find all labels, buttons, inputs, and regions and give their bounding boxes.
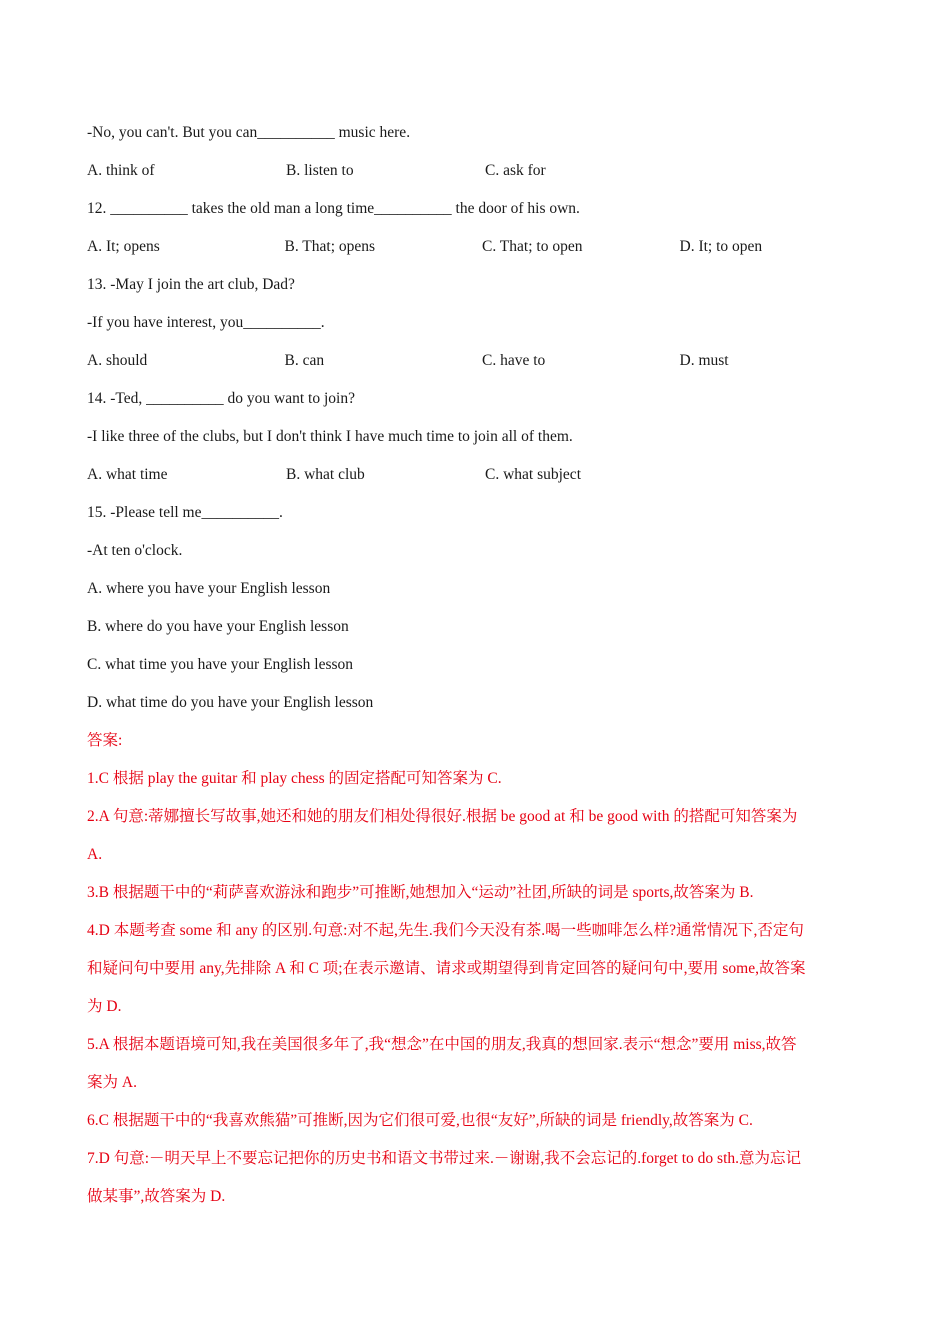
question-line: 12. __________ takes the old man a long time__________ the door of his own.: [87, 200, 580, 217]
answer-line: 案为 A.: [87, 1074, 137, 1091]
options-row: [87, 228, 877, 266]
answer-line: 做某事”,故答案为 D.: [87, 1188, 226, 1205]
answer-line: 为 D.: [87, 998, 122, 1015]
option-d: D. what time do you have your English lesson: [87, 694, 374, 711]
option-c: C. what time you have your English lesson: [87, 656, 354, 673]
option-b: B. where do you have your English lesson: [87, 618, 349, 635]
option-d: D. must: [679, 352, 729, 369]
options-row: [87, 456, 877, 494]
answers-heading: 答案:: [87, 732, 123, 749]
document-content: [87, 114, 877, 1216]
option-b: B. what club: [286, 466, 365, 483]
option-c: C. what subject: [485, 466, 581, 483]
option-c: C. That; to open: [482, 238, 583, 255]
answer-line: 7.D 句意:－明天早上不要忘记把你的历史书和语文书带过来.－谢谢,我不会忘记的.forget to do sth.意为忘记: [87, 1150, 802, 1167]
question-line: 15. -Please tell me__________.: [87, 504, 283, 521]
option-a: A. should: [87, 352, 148, 369]
option-a: A. think of: [87, 162, 155, 179]
options-row: [87, 342, 877, 380]
question-line: 14. -Ted, __________ do you want to join?: [87, 390, 355, 407]
answer-line: 3.B 根据题干中的“莉萨喜欢游泳和跑步”可推断,她想加入“运动”社团,所缺的词是 sports,故答案为 B.: [87, 884, 754, 901]
option-d: D. It; to open: [679, 238, 763, 255]
option-b: B. can: [284, 352, 325, 369]
option-b: B. That; opens: [284, 238, 376, 255]
question-line: -At ten o'clock.: [87, 542, 183, 559]
answer-line: 4.D 本题考查 some 和 any 的区别.句意:对不起,先生.我们今天没有茶.喝一些咖啡怎么样?通常情况下,否定句: [87, 922, 804, 939]
options-row: [87, 152, 877, 190]
option-a: A. what time: [87, 466, 168, 483]
question-line: 13. -May I join the art club, Dad?: [87, 276, 295, 293]
option-b: B. listen to: [286, 162, 354, 179]
answer-line: 5.A 根据本题语境可知,我在美国很多年了,我“想念”在中国的朋友,我真的想回家.表示“想念”要用 miss,故答: [87, 1036, 797, 1053]
question-line: -If you have interest, you__________.: [87, 314, 325, 331]
question-line: -I like three of the clubs, but I don't think I have much time to join all of them.: [87, 428, 573, 445]
option-a: A. where you have your English lesson: [87, 580, 331, 597]
option-c: C. ask for: [485, 162, 546, 179]
answer-line: A.: [87, 846, 103, 863]
answer-line: 1.C 根据 play the guitar 和 play chess 的固定搭配可知答案为 C.: [87, 770, 502, 787]
answer-line: 和疑问句中要用 any,先排除 A 和 C 项;在表示邀请、请求或期望得到肯定回答的疑问句中,要用 some,故答案: [87, 960, 806, 977]
answer-line: 2.A 句意:蒂娜擅长写故事,她还和她的朋友们相处得很好.根据 be good at 和 be good with 的搭配可知答案为: [87, 808, 798, 825]
option-c: C. have to: [482, 352, 546, 369]
answer-line: 6.C 根据题干中的“我喜欢熊猫”可推断,因为它们很可爱,也很“友好”,所缺的词是 friendly,故答案为 C.: [87, 1112, 753, 1129]
option-a: A. It; opens: [87, 238, 160, 255]
question-line: -No, you can't. But you can__________ music here.: [87, 124, 411, 141]
